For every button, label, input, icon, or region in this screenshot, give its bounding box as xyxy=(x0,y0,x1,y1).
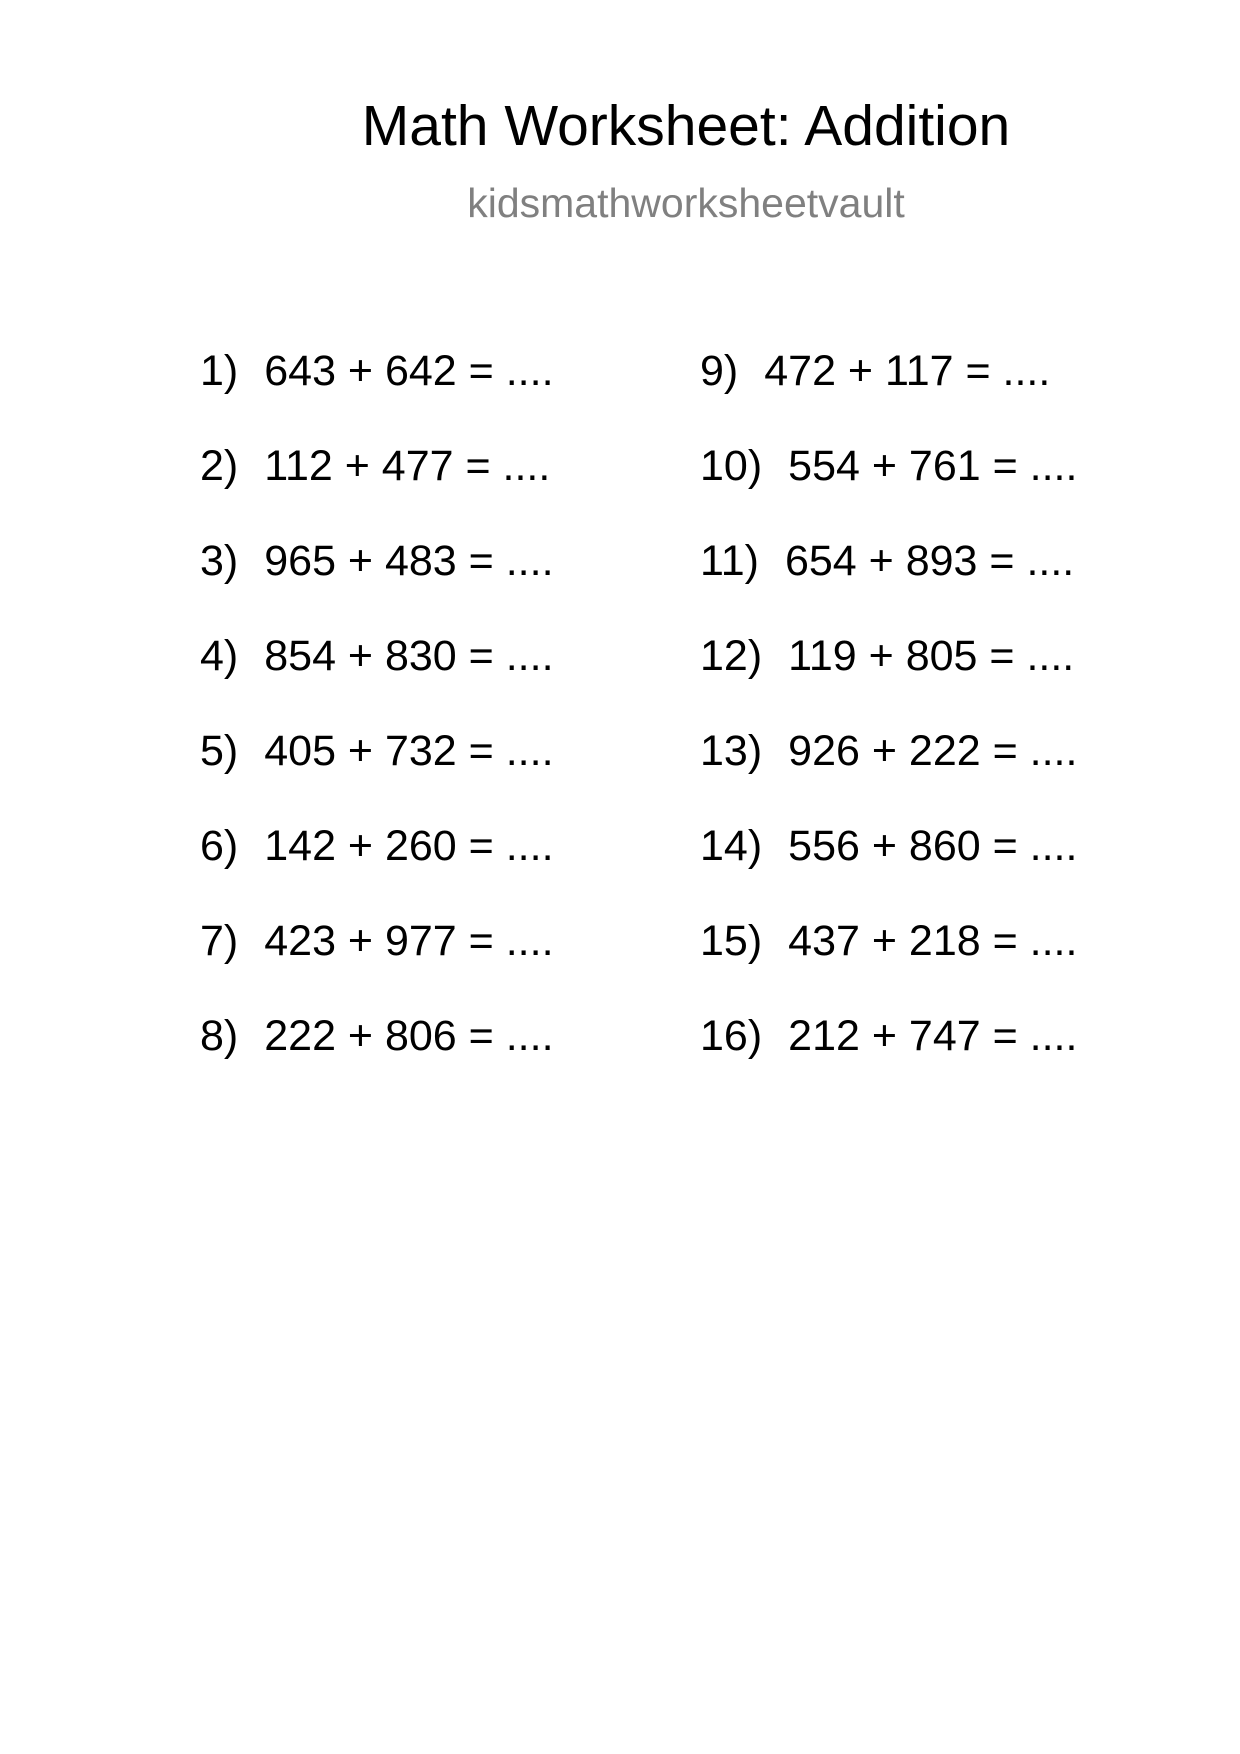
problem-expression: 423 + 977 = .... xyxy=(264,917,554,965)
problem-expression: 926 + 222 = .... xyxy=(788,727,1078,775)
problem-item xyxy=(700,537,1077,635)
problem-expression: 142 + 260 = .... xyxy=(264,822,554,870)
problem-expression: 222 + 806 = .... xyxy=(264,1012,554,1060)
problem-expression: 405 + 732 = .... xyxy=(264,727,554,775)
problem-item xyxy=(700,822,1078,920)
problem-item xyxy=(200,822,554,920)
problem-item xyxy=(700,727,1078,825)
problem-number: 5) xyxy=(200,727,239,775)
problem-expression: 112 + 477 = .... xyxy=(264,442,551,490)
problem-expression: 119 + 805 = .... xyxy=(788,632,1075,680)
problem-number: 13) xyxy=(700,727,763,775)
problem-expression: 212 + 747 = .... xyxy=(788,1012,1078,1060)
problem-number: 2) xyxy=(200,442,239,490)
problem-number: 9) xyxy=(700,347,739,395)
problem-item xyxy=(200,727,554,825)
problem-item xyxy=(700,442,1078,540)
problem-number: 3) xyxy=(200,537,239,585)
problem-number: 11) xyxy=(700,537,759,585)
problem-item xyxy=(700,1012,1078,1110)
problem-item xyxy=(200,632,554,730)
problem-expression: 854 + 830 = .... xyxy=(264,632,554,680)
problem-item xyxy=(700,917,1078,1015)
problem-number: 4) xyxy=(200,632,239,680)
problem-expression: 554 + 761 = .... xyxy=(788,442,1078,490)
problem-number: 6) xyxy=(200,822,239,870)
problem-number: 15) xyxy=(700,917,763,965)
problem-number: 12) xyxy=(700,632,763,680)
problem-expression: 437 + 218 = .... xyxy=(788,917,1078,965)
problem-expression: 643 + 642 = .... xyxy=(264,347,554,395)
problem-expression: 654 + 893 = .... xyxy=(784,537,1075,585)
problem-item xyxy=(200,442,554,540)
problem-item xyxy=(200,1012,554,1110)
problem-expression: 472 + 117 = .... xyxy=(764,347,1051,395)
problem-item xyxy=(700,347,1077,445)
problem-expression: 965 + 483 = .... xyxy=(264,537,554,585)
problem-number: 8) xyxy=(200,1012,239,1060)
problem-item xyxy=(200,347,554,445)
problem-item xyxy=(200,917,554,1015)
problem-column-left xyxy=(200,347,554,1110)
problem-column-right xyxy=(700,347,1078,1110)
problem-number: 16) xyxy=(700,1012,763,1060)
problem-number: 1) xyxy=(200,347,239,395)
problem-number: 10) xyxy=(700,442,763,490)
problem-expression: 556 + 860 = .... xyxy=(788,822,1078,870)
page-title: Math Worksheet: Addition xyxy=(361,94,1011,158)
problem-item xyxy=(200,537,554,635)
problem-number: 7) xyxy=(200,917,239,965)
problem-item xyxy=(700,632,1077,730)
page-subtitle: kidsmathworksheetvault xyxy=(467,180,905,226)
problem-number: 14) xyxy=(700,822,763,870)
